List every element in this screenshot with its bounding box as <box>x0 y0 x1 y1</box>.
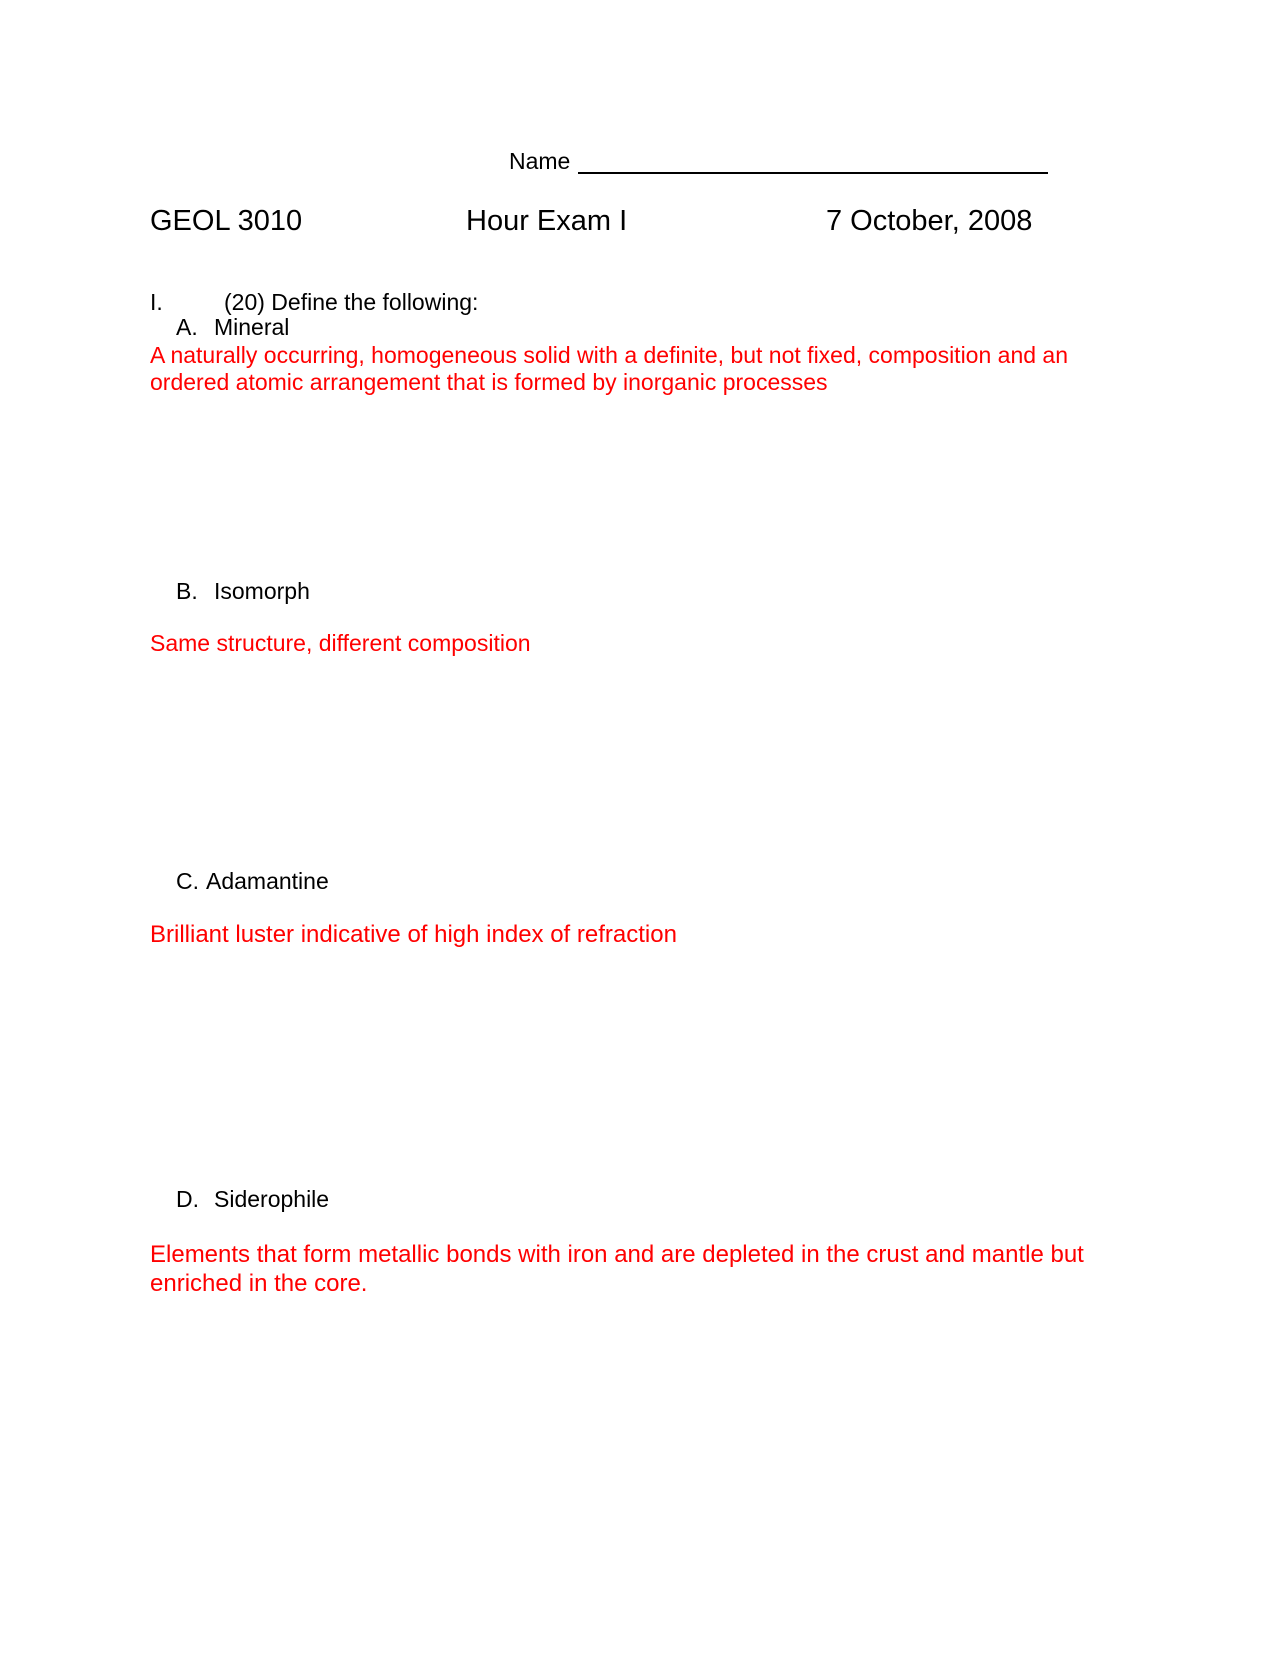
item-letter: B. <box>176 578 198 604</box>
exam-title: Hour Exam I <box>466 205 628 237</box>
name-label: Name <box>509 148 571 174</box>
item-letter: D. <box>176 1186 199 1212</box>
answer-text: Elements that form metallic bonds with iron and are depleted in the crust and mantle but enriched in the core. <box>150 1241 1084 1297</box>
answer-text: Same structure, different composition <box>150 630 531 656</box>
name-field-line[interactable] <box>578 172 1048 174</box>
answer-text: Brilliant luster indicative of high index of refraction <box>150 921 677 948</box>
answer-text: A naturally occurring, homogeneous solid with a definite, but not fixed, composition and an ordered atomic arrangement that is formed by inorganic processes <box>150 342 1069 395</box>
item-term: Siderophile <box>214 1186 330 1212</box>
item-term: Isomorph <box>214 578 310 604</box>
item-term: Mineral <box>214 314 290 340</box>
exam-date: 7 October, 2008 <box>826 205 1033 237</box>
section-title: (20) Define the following: <box>224 289 479 315</box>
course-code: GEOL 3010 <box>150 205 303 237</box>
item-letter: A. <box>176 314 198 340</box>
item-letter: C. <box>176 868 199 894</box>
section-number: I. <box>150 289 163 315</box>
item-term: Adamantine <box>206 868 329 894</box>
